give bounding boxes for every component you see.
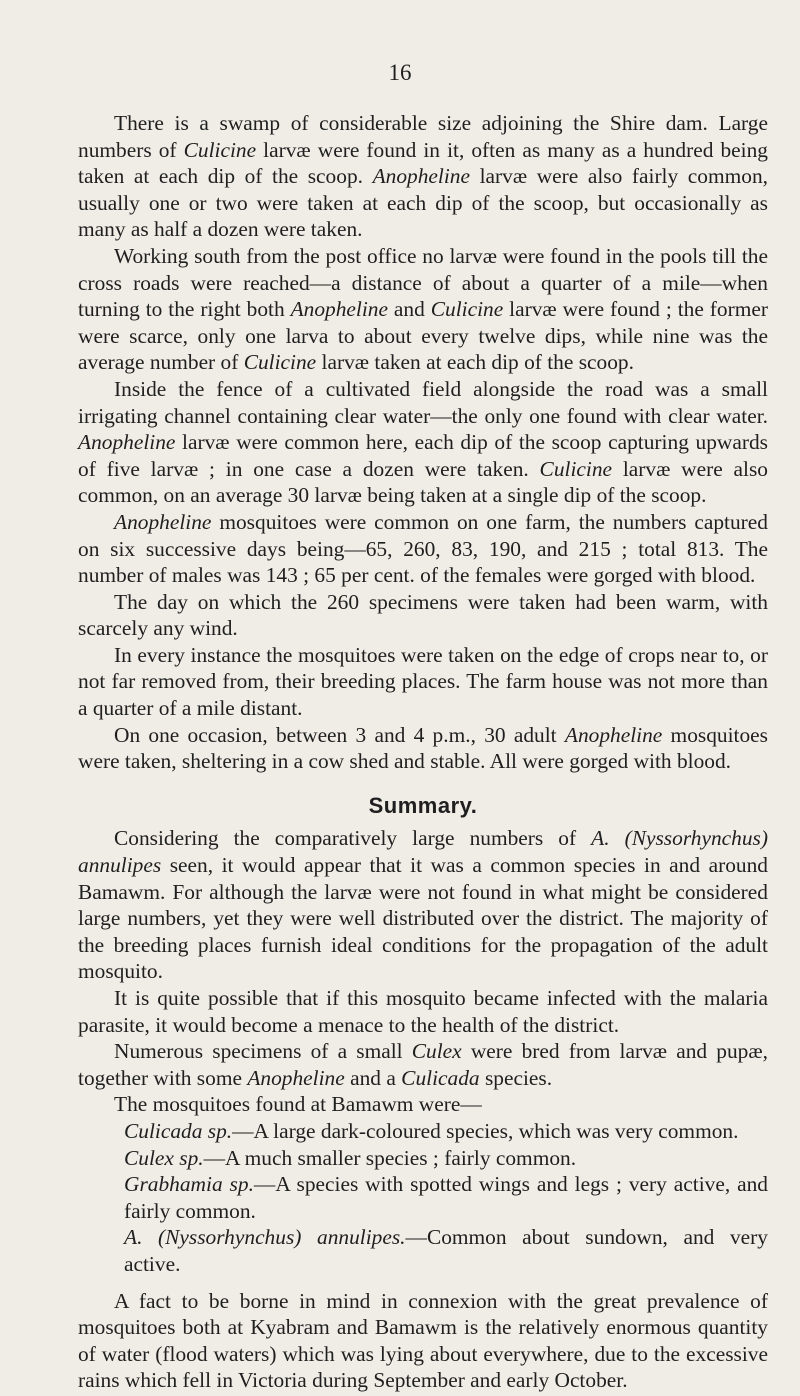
species-description: —A much smaller species ; fairly common. <box>203 1145 577 1170</box>
species-description: —A species with spotted wings and legs ; very active, and fairly common. <box>124 1172 768 1223</box>
document-body <box>78 110 768 1394</box>
species-description: —Common about sundown, and very active. <box>124 1225 768 1276</box>
species-name: Grabhamia sp. <box>124 1172 254 1197</box>
species-name: A. (Nyssorhynchus) annulipes. <box>124 1225 406 1250</box>
paragraph-irrigating-channel: Inside the fence of a cultivated field alongside the road was a small irrigating channel containing clear water—the only one found with clear water. Anopheline larvæ were common here, each dip of the scoop capturing upwards of five larvæ ; in one case a dozen were taken. Culicine larvæ were also common, on an average 30 larvæ being taken at a single dip of the scoop. <box>78 376 768 508</box>
paragraph-crops: In every instance the mosquitoes were taken on the edge of crops near to, or not far removed from, their breeding places. The farm house was not more than a quarter of a mile distant. <box>78 642 768 721</box>
species-item <box>78 1118 768 1145</box>
page-number: 16 <box>388 60 412 85</box>
paragraph-farm-counts: Anopheline mosquitoes were common on one farm, the numbers captured on six successive days being—65, 260, 83, 190, and 215 ; total 813. The number of males was 143 ; 65 per cent. of the females were gorged with blood. <box>78 509 768 588</box>
species-item <box>78 1171 768 1224</box>
paragraph-swamp: There is a swamp of considerable size adjoining the Shire dam. Large numbers of Culicine larvæ were found in it, often as many as a hundred being taken at each dip of the scoop. Anopheline larvæ were also fairly common, usually one or two were taken at each dip of the scoop, but occasionally as many as half a dozen were taken. <box>78 111 768 242</box>
species-name: Culicada sp. <box>124 1118 233 1143</box>
summary-paragraph-malaria: It is quite possible that if this mosquito became infected with the malaria parasite, it would become a menace to the health of the district. <box>78 986 768 1037</box>
summary-paragraph-bred: Numerous specimens of a small Culex were bred from larvæ and pupæ, together with some Anopheline and a Culicada species. <box>78 1039 768 1090</box>
closing-paragraph: A fact to be borne in mind in connexion with the great prevalence of mosquitoes both at Kyabram and Bamawm is the relatively enormous quantity of water (flood waters) which was lying about everywhere, due to the excessive rains which fell in Victoria during September and early October. <box>78 1288 768 1393</box>
summary-paragraph-common-species: Considering the comparatively large numbers of A. (Nyssorhynchus) annulipes seen, it would appear that it was a common species in and around Bamawm. For although the larvæ were not found in what might be considered large numbers, yet they were well distributed over the district. The majority of the breeding places furnish ideal conditions for the propagation of the adult mosquito. <box>78 826 768 984</box>
paragraph-warm-day: The day on which the 260 specimens were taken had been warm, with scarcely any wind. <box>78 589 768 641</box>
species-item <box>78 1145 768 1172</box>
species-item <box>78 1224 768 1277</box>
paragraph-cow-shed: On one occasion, between 3 and 4 p.m., 30 adult Anopheline mosquitoes were taken, sheltering in a cow shed and stable. All were gorged with blood. <box>78 722 769 774</box>
summary-paragraph-found: The mosquitoes found at Bamawm were— <box>114 1092 482 1117</box>
species-name: Culex sp. <box>124 1145 204 1170</box>
species-description: —A large dark-coloured species, which was very common. <box>232 1118 739 1143</box>
summary-heading: Summary. <box>368 792 478 818</box>
paragraph-working-south: Working south from the post office no larvæ were found in the pools till the cross roads were reached—a distance of about a quarter of a mile—when turning to the right both Anopheline and Culicine larvæ were found ; the former were scarce, only one larva to about every twelve dips, while nine was the average number of Culicine larvæ taken at each dip of the scoop. <box>78 243 768 375</box>
